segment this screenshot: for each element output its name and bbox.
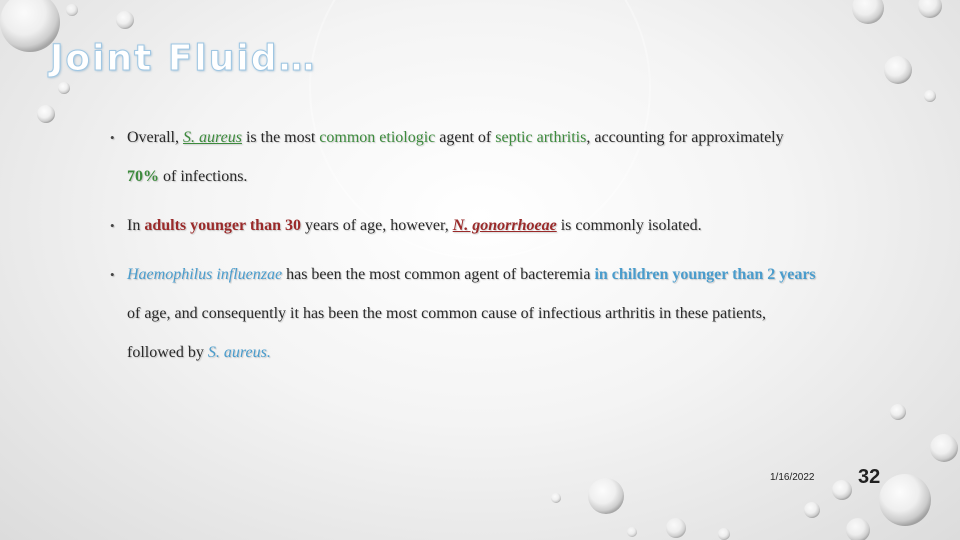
organism-name: S. aureus. (207, 344, 271, 361)
text: of infections. (159, 168, 248, 185)
highlight-text: in children younger than 2 years (594, 266, 816, 283)
text: followed by (127, 344, 208, 361)
percentage: 70% (127, 168, 159, 185)
bullet-item (110, 206, 910, 245)
text: of age, and consequently it has been the most common cause of infectious arthritis in these patients, (127, 305, 766, 322)
bullet-list (110, 118, 910, 372)
bullet-item (110, 255, 910, 372)
text: , accounting for approximately (586, 129, 784, 146)
text: years of age, however, (300, 217, 453, 234)
text: is commonly isolated. (556, 217, 702, 234)
organism-name: N. gonorrhoeae (452, 217, 557, 234)
highlight-text: common etiologic (319, 129, 436, 146)
slide-number: 32 (858, 466, 881, 488)
slide-date: 1/16/2022 (770, 472, 815, 483)
text: is the most (241, 129, 320, 146)
bullet-item (110, 118, 910, 196)
highlight-text: septic arthritis (495, 129, 587, 146)
highlight-text: adults younger than 30 (144, 217, 301, 234)
text: Overall, (127, 129, 183, 146)
organism-name: S. aureus (182, 129, 242, 146)
text: agent of (435, 129, 496, 146)
slide-title: Joint Fluid… (50, 38, 317, 79)
text: In (127, 217, 145, 234)
organism-name: Haemophilus influenzae (127, 266, 283, 283)
text: has been the most common agent of bacteremia (282, 266, 595, 283)
